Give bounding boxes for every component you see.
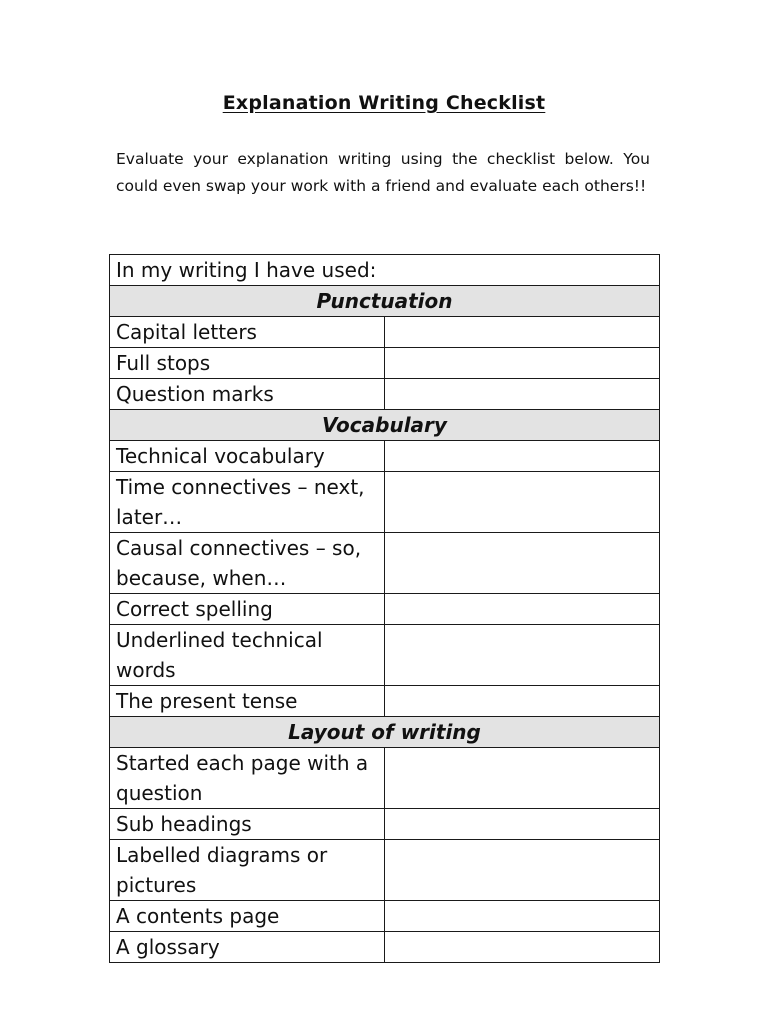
checklist-row xyxy=(110,686,660,717)
tick-box[interactable] xyxy=(385,901,660,932)
item-label: Question marks xyxy=(110,379,385,410)
section-heading-punctuation: Punctuation xyxy=(110,286,660,317)
checklist-table xyxy=(109,254,660,963)
tick-box[interactable] xyxy=(385,840,660,901)
section-heading-layout: Layout of writing xyxy=(110,717,660,748)
tick-box[interactable] xyxy=(385,533,660,594)
tick-box[interactable] xyxy=(385,809,660,840)
item-label: Started each page with a question xyxy=(110,748,385,809)
item-label: Labelled diagrams or pictures xyxy=(110,840,385,901)
checklist-row xyxy=(110,594,660,625)
tick-box[interactable] xyxy=(385,594,660,625)
tick-box[interactable] xyxy=(385,932,660,963)
checklist-row xyxy=(110,625,660,686)
intro-paragraph: Evaluate your explanation writing using the checklist below. You could even swap your work with a friend and evaluate each others!! xyxy=(116,150,650,195)
table-header-row xyxy=(110,255,660,286)
item-label: Sub headings xyxy=(110,809,385,840)
tick-box[interactable] xyxy=(385,317,660,348)
item-label: Causal connectives – so, because, when… xyxy=(110,533,385,594)
section-heading-row xyxy=(110,717,660,748)
page-title: Explanation Writing Checklist xyxy=(222,92,546,114)
table-header: In my writing I have used: xyxy=(110,255,660,286)
checklist-row xyxy=(110,379,660,410)
checklist-row xyxy=(110,748,660,809)
item-label: Technical vocabulary xyxy=(110,441,385,472)
tick-box[interactable] xyxy=(385,472,660,533)
item-label: Time connectives – next, later… xyxy=(110,472,385,533)
tick-box[interactable] xyxy=(385,348,660,379)
checklist-row xyxy=(110,348,660,379)
item-label: A contents page xyxy=(110,901,385,932)
item-label: Correct spelling xyxy=(110,594,385,625)
item-label: The present tense xyxy=(110,686,385,717)
checklist-row xyxy=(110,441,660,472)
checklist-row xyxy=(110,932,660,963)
tick-box[interactable] xyxy=(385,748,660,809)
checklist-row xyxy=(110,901,660,932)
item-label: Underlined technical words xyxy=(110,625,385,686)
tick-box[interactable] xyxy=(385,625,660,686)
checklist-row xyxy=(110,472,660,533)
item-label: Capital letters xyxy=(110,317,385,348)
tick-box[interactable] xyxy=(385,379,660,410)
checklist-row xyxy=(110,840,660,901)
checklist-row xyxy=(110,533,660,594)
section-heading-row xyxy=(110,286,660,317)
section-heading-vocabulary: Vocabulary xyxy=(110,410,660,441)
checklist-row xyxy=(110,317,660,348)
tick-box[interactable] xyxy=(385,686,660,717)
section-heading-row xyxy=(110,410,660,441)
checklist-row xyxy=(110,809,660,840)
tick-box[interactable] xyxy=(385,441,660,472)
item-label: A glossary xyxy=(110,932,385,963)
item-label: Full stops xyxy=(110,348,385,379)
